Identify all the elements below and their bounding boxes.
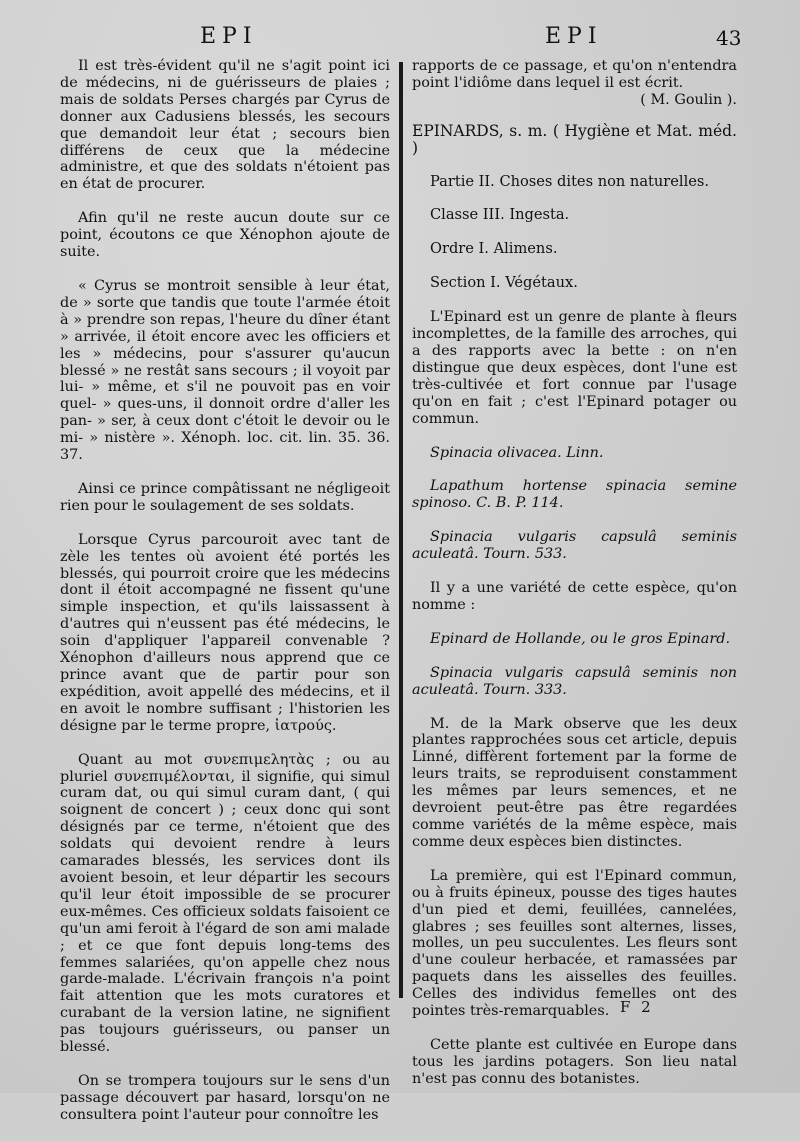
paragraph: Quant au mot συνεπιμελητὰς ; ou au pluriel συνεπιμέλονται, il signifie, qui simul curam dat, ou qui simul curam dant, ( qui soignent de concert ) ; ceux donc qui sont désignés par ce terme, n'étoient que des soldats qui devoient rendre à leurs camarades blessés, les services dont ils avoient besoin, et leur départir les secours qu'il leur étoit impossible de se procurer eux-mêmes. Ces officieux soldats faisoient ce qu'un ami feroit à l'égard de son ami malade ; et ce que font depuis long-tems des femmes salariées, qu'on appelle chez nous garde-malade. L'écrivain françois n'a point fait attention que les mots curatores et curabant de la version latine, ne signifient pas toujours guérisseurs, ou panser un blessé.	[60, 751, 390, 1056]
paragraph: Cette plante est cultivée en Europe dans tous les jardins potagers. Son lieu natal n'est pas connu des botanistes.	[412, 1036, 737, 1087]
paragraph: La première, qui est l'Epinard commun, ou à fruits épineux, pousse des tiges hautes d'un pied et demi, feuillées, cannelées, glabres ; ses feuilles sont alternes, lisses, molles, un peu succulentes. Les fleurs sont d'une couleur herbacée, et ramassées par paquets dans les aisselles des feuilles. Celles des individus femelles ont des pointes très-remarquables.	[412, 867, 737, 1020]
left-column	[60, 58, 390, 1141]
header-right: EPI	[545, 24, 603, 49]
synonym: Spinacia vulgaris capsulâ seminis aculeatâ. Tourn. 533.	[412, 529, 737, 563]
paragraph: Afin qu'il ne reste aucun doute sur ce point, écoutons ce que Xénophon ajoute de suite.	[60, 210, 390, 261]
paragraph: Lorsque Cyrus parcouroit avec tant de zèle les tentes où avoient été portés les blessés, qui pourroit croire que les médecins dont il étoit accompagné ne fissent qu'une simple inspection, et qu'ils laissassent à d'autres qui n'eussent pas été médecins, le soin d'appliquer l'appareil convenable ? Xénophon d'ailleurs nous apprend que ce prince avant que de partir pour son expédition, avoit appellé des médecins, et il en avoit le nombre suffisant ; l'historien les désigne par le terme propre, ἰατρούς.	[60, 531, 390, 734]
signature-mark: F 2	[620, 998, 654, 1016]
section-heading: Partie II. Choses dites non naturelles.	[430, 172, 709, 190]
synonym: Lapathum hortense spinacia semine spinoso. C. B. P. 114.	[412, 478, 737, 512]
paragraph: rapports de ce passage, et qu'on n'entendra point l'idiôme dans lequel il est écrit.	[412, 58, 737, 91]
quotation: « Cyrus se montroit sensible à leur état, de » sorte que tandis que toute l'armée étoit à » prendre son repas, l'heure du dîner étant » arrivée, il étoit encore avec les officiers et les » médecins, pour s'assurer qu'aucun blessé » ne restât sans secours ; il voyoit par lui- » même, et s'il ne pouvoit pas en voir quel- » ques-uns, il donnoit ordre d'aller les pan- » ser, à ceux dont c'étoit le devoir ou le mi- » nistère ». Xénoph. loc. cit. lin. 35. 36. 37.	[60, 277, 390, 464]
variety: Epinard de Hollande, ou le gros Epinard.	[430, 630, 731, 647]
running-header	[0, 24, 800, 54]
paragraph: On se trompera toujours sur le sens d'un passage découvert par hasard, lorsqu'on ne consultera point l'auteur pour connoître les	[60, 1072, 390, 1123]
section-heading: Section I. Végétaux.	[430, 274, 578, 292]
article-title: EPINARDS, s. m. ( Hygiène et Mat. méd. )	[412, 121, 737, 157]
section-heading: Ordre I. Alimens.	[430, 240, 558, 258]
synonym: Spinacia olivacea. Linn.	[430, 444, 604, 461]
paragraph: Il y a une variété de cette espèce, qu'on nomme :	[412, 580, 737, 613]
variety: Spinacia vulgaris capsulâ seminis non aculeatâ. Tourn. 333.	[412, 664, 737, 698]
section-heading: Classe III. Ingesta.	[430, 206, 570, 224]
column-rule	[399, 62, 403, 998]
paragraph: Ainsi ce prince compâtissant ne négligeoit rien pour le soulagement de ses soldats.	[60, 480, 390, 514]
paragraph: Il est très-évident qu'il ne s'agit point ici de médecins, ni de guérisseurs de plaies ; mais de soldats Perses chargés par Cyrus de donner aux Cadusiens blessés, les secours que demandoit leur état ; secours bien différens de ceux que la médecine administre, et que des soldats n'étoient pas en état de procurer.	[60, 58, 390, 193]
paragraph: L'Epinard est un genre de plante à fleurs incomplettes, de la famille des arroches, qui a des rapports avec la bette : on n'en distingue que deux espèces, dont l'une est très-cultivée et fort connue par l'usage qu'on en fait ; c'est l'Epinard potager ou commun.	[412, 309, 737, 427]
header-left: EPI	[200, 24, 258, 49]
page-number: 43	[716, 26, 742, 50]
author-credit: ( M. Goulin ).	[640, 91, 737, 108]
right-column	[412, 58, 737, 1105]
paragraph: M. de la Mark observe que les deux plantes rapprochées sous cet article, depuis Linné, diffèrent fortement par la forme de leurs traits, se reproduisent constamment les mêmes par leurs semences, et ne devroient peut-être pas être regardées comme variétés de la même espèce, mais comme deux espèces bien distinctes.	[412, 715, 737, 850]
